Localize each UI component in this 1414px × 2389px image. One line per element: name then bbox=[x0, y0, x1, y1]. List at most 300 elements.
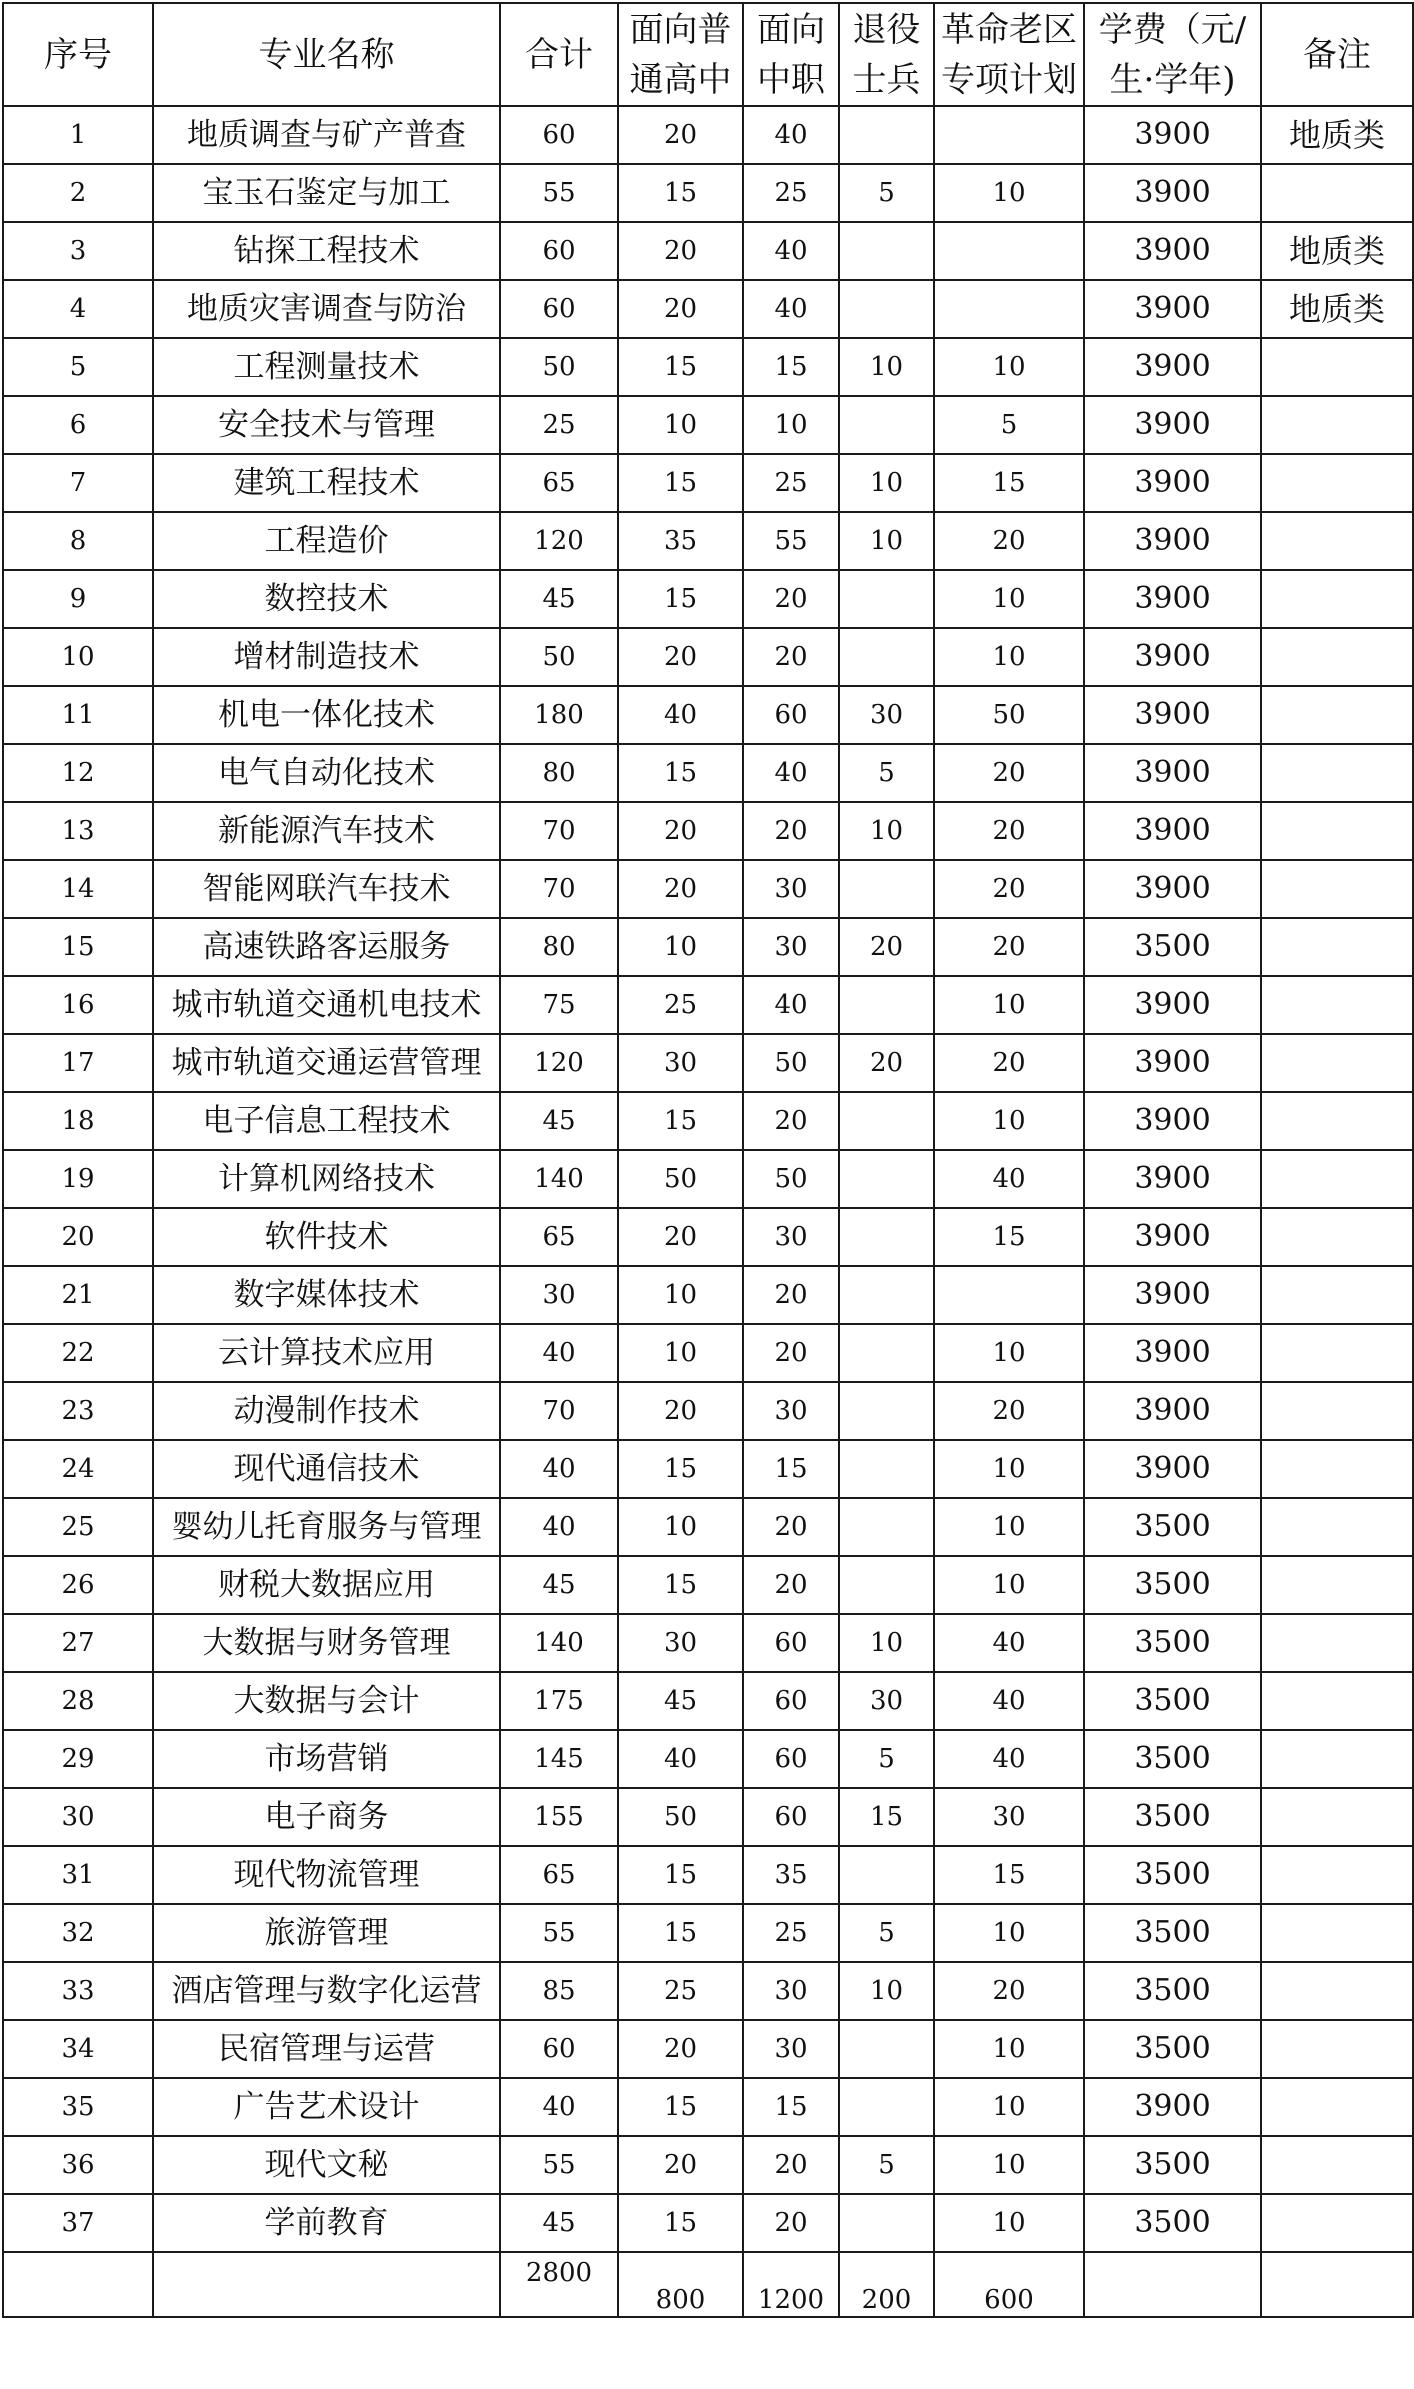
header-general-line2: 通高中 bbox=[629, 59, 732, 100]
cell-seq: 16 bbox=[3, 976, 153, 1034]
cell-oldarea: 10 bbox=[934, 976, 1084, 1034]
header-total: 合计 bbox=[500, 3, 618, 106]
cell-note bbox=[1261, 1382, 1413, 1440]
cell-veteran bbox=[839, 1266, 934, 1324]
cell-seq: 37 bbox=[3, 2194, 153, 2252]
cell-vocational: 20 bbox=[743, 570, 839, 628]
cell-oldarea: 10 bbox=[934, 338, 1084, 396]
table-row bbox=[3, 1788, 1413, 1846]
cell-veteran bbox=[839, 628, 934, 686]
cell-seq: 30 bbox=[3, 1788, 153, 1846]
cell-total: 80 bbox=[500, 744, 618, 802]
cell-general: 50 bbox=[618, 1150, 743, 1208]
total-cell-vocational: 1200 bbox=[743, 2252, 839, 2317]
cell-oldarea: 20 bbox=[934, 1034, 1084, 1092]
header-fee-line1: 学费（元/ bbox=[1098, 9, 1247, 50]
cell-fee: 3500 bbox=[1084, 1788, 1261, 1846]
header-veteran-line1: 退役 bbox=[852, 9, 921, 50]
cell-note bbox=[1261, 454, 1413, 512]
cell-name: 大数据与会计 bbox=[153, 1672, 500, 1730]
cell-general: 20 bbox=[618, 106, 743, 164]
cell-oldarea: 10 bbox=[934, 570, 1084, 628]
cell-general: 10 bbox=[618, 396, 743, 454]
cell-general: 10 bbox=[618, 1266, 743, 1324]
cell-oldarea: 15 bbox=[934, 1846, 1084, 1904]
table-row bbox=[3, 1092, 1413, 1150]
cell-total: 40 bbox=[500, 1498, 618, 1556]
cell-total: 120 bbox=[500, 1034, 618, 1092]
cell-note: 地质类 bbox=[1261, 280, 1413, 338]
cell-vocational: 60 bbox=[743, 1730, 839, 1788]
cell-vocational: 40 bbox=[743, 222, 839, 280]
table-row bbox=[3, 1266, 1413, 1324]
cell-general: 10 bbox=[618, 1498, 743, 1556]
cell-note bbox=[1261, 860, 1413, 918]
cell-oldarea bbox=[934, 106, 1084, 164]
cell-veteran bbox=[839, 2020, 934, 2078]
cell-name: 安全技术与管理 bbox=[153, 396, 500, 454]
cell-fee: 3900 bbox=[1084, 744, 1261, 802]
cell-general: 20 bbox=[618, 280, 743, 338]
cell-veteran bbox=[839, 860, 934, 918]
cell-seq: 22 bbox=[3, 1324, 153, 1382]
total-cell-seq bbox=[3, 2252, 153, 2317]
cell-seq: 23 bbox=[3, 1382, 153, 1440]
cell-note bbox=[1261, 570, 1413, 628]
cell-general: 50 bbox=[618, 1788, 743, 1846]
cell-name: 动漫制作技术 bbox=[153, 1382, 500, 1440]
cell-fee: 3900 bbox=[1084, 976, 1261, 1034]
cell-total: 45 bbox=[500, 1092, 618, 1150]
table-row bbox=[3, 2020, 1413, 2078]
cell-name: 数字媒体技术 bbox=[153, 1266, 500, 1324]
cell-vocational: 20 bbox=[743, 1498, 839, 1556]
cell-seq: 21 bbox=[3, 1266, 153, 1324]
cell-total: 65 bbox=[500, 1846, 618, 1904]
cell-general: 40 bbox=[618, 686, 743, 744]
cell-note bbox=[1261, 1556, 1413, 1614]
cell-seq: 26 bbox=[3, 1556, 153, 1614]
cell-total: 45 bbox=[500, 570, 618, 628]
cell-fee: 3900 bbox=[1084, 396, 1261, 454]
cell-name: 婴幼儿托育服务与管理 bbox=[153, 1498, 500, 1556]
cell-general: 35 bbox=[618, 512, 743, 570]
header-oldarea bbox=[934, 3, 1084, 106]
cell-seq: 25 bbox=[3, 1498, 153, 1556]
cell-general: 25 bbox=[618, 1962, 743, 2020]
cell-vocational: 40 bbox=[743, 106, 839, 164]
cell-total: 45 bbox=[500, 1556, 618, 1614]
cell-note bbox=[1261, 2136, 1413, 2194]
cell-total: 85 bbox=[500, 1962, 618, 2020]
total-cell-name bbox=[153, 2252, 500, 2317]
cell-seq: 27 bbox=[3, 1614, 153, 1672]
cell-note bbox=[1261, 1672, 1413, 1730]
cell-vocational: 30 bbox=[743, 1208, 839, 1266]
cell-veteran bbox=[839, 280, 934, 338]
cell-note bbox=[1261, 918, 1413, 976]
cell-veteran bbox=[839, 1150, 934, 1208]
cell-fee: 3500 bbox=[1084, 1846, 1261, 1904]
cell-total: 70 bbox=[500, 1382, 618, 1440]
cell-veteran bbox=[839, 1092, 934, 1150]
cell-oldarea: 10 bbox=[934, 164, 1084, 222]
cell-veteran bbox=[839, 570, 934, 628]
cell-seq: 18 bbox=[3, 1092, 153, 1150]
cell-veteran: 20 bbox=[839, 918, 934, 976]
cell-veteran bbox=[839, 1498, 934, 1556]
cell-total: 55 bbox=[500, 164, 618, 222]
cell-note bbox=[1261, 628, 1413, 686]
cell-oldarea: 40 bbox=[934, 1730, 1084, 1788]
cell-fee: 3500 bbox=[1084, 2020, 1261, 2078]
cell-vocational: 15 bbox=[743, 338, 839, 396]
cell-note bbox=[1261, 1730, 1413, 1788]
cell-total: 65 bbox=[500, 1208, 618, 1266]
cell-fee: 3900 bbox=[1084, 1440, 1261, 1498]
cell-seq: 6 bbox=[3, 396, 153, 454]
cell-general: 20 bbox=[618, 860, 743, 918]
cell-vocational: 30 bbox=[743, 1382, 839, 1440]
cell-vocational: 30 bbox=[743, 2020, 839, 2078]
total-cell-general: 800 bbox=[618, 2252, 743, 2317]
cell-vocational: 35 bbox=[743, 1846, 839, 1904]
cell-veteran bbox=[839, 106, 934, 164]
cell-name: 钻探工程技术 bbox=[153, 222, 500, 280]
cell-note bbox=[1261, 2194, 1413, 2252]
cell-note bbox=[1261, 1324, 1413, 1382]
total-cell-fee bbox=[1084, 2252, 1261, 2317]
cell-veteran: 10 bbox=[839, 338, 934, 396]
cell-oldarea: 30 bbox=[934, 1788, 1084, 1846]
cell-note bbox=[1261, 1614, 1413, 1672]
table-row bbox=[3, 454, 1413, 512]
cell-vocational: 50 bbox=[743, 1034, 839, 1092]
cell-fee: 3500 bbox=[1084, 1904, 1261, 1962]
cell-vocational: 20 bbox=[743, 1556, 839, 1614]
cell-name: 高速铁路客运服务 bbox=[153, 918, 500, 976]
cell-vocational: 20 bbox=[743, 1324, 839, 1382]
cell-fee: 3500 bbox=[1084, 2194, 1261, 2252]
cell-seq: 4 bbox=[3, 280, 153, 338]
cell-note: 地质类 bbox=[1261, 222, 1413, 280]
cell-oldarea: 10 bbox=[934, 1556, 1084, 1614]
cell-general: 15 bbox=[618, 1846, 743, 1904]
cell-general: 45 bbox=[618, 1672, 743, 1730]
cell-veteran bbox=[839, 1556, 934, 1614]
header-vocational-line2: 中职 bbox=[757, 59, 825, 100]
cell-seq: 2 bbox=[3, 164, 153, 222]
cell-name: 城市轨道交通运营管理 bbox=[153, 1034, 500, 1092]
cell-fee: 3900 bbox=[1084, 1382, 1261, 1440]
cell-veteran: 30 bbox=[839, 1672, 934, 1730]
cell-vocational: 20 bbox=[743, 2136, 839, 2194]
cell-fee: 3900 bbox=[1084, 802, 1261, 860]
table-row bbox=[3, 2078, 1413, 2136]
cell-seq: 15 bbox=[3, 918, 153, 976]
table-row bbox=[3, 222, 1413, 280]
cell-oldarea: 20 bbox=[934, 1962, 1084, 2020]
cell-general: 15 bbox=[618, 1904, 743, 1962]
cell-seq: 20 bbox=[3, 1208, 153, 1266]
cell-oldarea: 50 bbox=[934, 686, 1084, 744]
cell-note bbox=[1261, 1440, 1413, 1498]
table-row bbox=[3, 164, 1413, 222]
cell-vocational: 40 bbox=[743, 976, 839, 1034]
cell-note bbox=[1261, 1092, 1413, 1150]
cell-total: 60 bbox=[500, 106, 618, 164]
cell-fee: 3500 bbox=[1084, 1614, 1261, 1672]
cell-vocational: 20 bbox=[743, 1092, 839, 1150]
cell-veteran bbox=[839, 1208, 934, 1266]
cell-total: 120 bbox=[500, 512, 618, 570]
cell-total: 60 bbox=[500, 2020, 618, 2078]
cell-vocational: 60 bbox=[743, 1614, 839, 1672]
cell-total: 55 bbox=[500, 2136, 618, 2194]
cell-oldarea: 20 bbox=[934, 744, 1084, 802]
total-cell-veteran: 200 bbox=[839, 2252, 934, 2317]
cell-name: 增材制造技术 bbox=[153, 628, 500, 686]
cell-total: 50 bbox=[500, 628, 618, 686]
cell-name: 软件技术 bbox=[153, 1208, 500, 1266]
table-row bbox=[3, 628, 1413, 686]
cell-name: 工程测量技术 bbox=[153, 338, 500, 396]
cell-seq: 29 bbox=[3, 1730, 153, 1788]
header-name: 专业名称 bbox=[153, 3, 500, 106]
cell-general: 20 bbox=[618, 1382, 743, 1440]
cell-oldarea: 10 bbox=[934, 2020, 1084, 2078]
table-row bbox=[3, 338, 1413, 396]
cell-veteran: 20 bbox=[839, 1034, 934, 1092]
cell-total: 180 bbox=[500, 686, 618, 744]
cell-general: 10 bbox=[618, 1324, 743, 1382]
cell-vocational: 20 bbox=[743, 1266, 839, 1324]
cell-veteran: 10 bbox=[839, 454, 934, 512]
cell-note bbox=[1261, 1266, 1413, 1324]
cell-veteran: 5 bbox=[839, 744, 934, 802]
enrollment-plan-table-container bbox=[2, 2, 1414, 2318]
table-row bbox=[3, 1324, 1413, 1382]
cell-veteran: 15 bbox=[839, 1788, 934, 1846]
cell-name: 学前教育 bbox=[153, 2194, 500, 2252]
table-row bbox=[3, 1556, 1413, 1614]
cell-general: 15 bbox=[618, 454, 743, 512]
table-row bbox=[3, 1672, 1413, 1730]
cell-vocational: 40 bbox=[743, 280, 839, 338]
cell-oldarea: 15 bbox=[934, 1208, 1084, 1266]
cell-name: 现代通信技术 bbox=[153, 1440, 500, 1498]
cell-veteran bbox=[839, 2194, 934, 2252]
cell-name: 机电一体化技术 bbox=[153, 686, 500, 744]
cell-name: 大数据与财务管理 bbox=[153, 1614, 500, 1672]
cell-seq: 13 bbox=[3, 802, 153, 860]
cell-note bbox=[1261, 1208, 1413, 1266]
cell-general: 30 bbox=[618, 1034, 743, 1092]
table-row bbox=[3, 106, 1413, 164]
cell-veteran: 10 bbox=[839, 1962, 934, 2020]
cell-total: 40 bbox=[500, 1440, 618, 1498]
cell-name: 数控技术 bbox=[153, 570, 500, 628]
cell-oldarea: 20 bbox=[934, 918, 1084, 976]
cell-general: 20 bbox=[618, 2136, 743, 2194]
cell-veteran bbox=[839, 222, 934, 280]
cell-oldarea: 10 bbox=[934, 1092, 1084, 1150]
cell-name: 云计算技术应用 bbox=[153, 1324, 500, 1382]
cell-seq: 1 bbox=[3, 106, 153, 164]
enrollment-plan-table bbox=[2, 2, 1414, 2318]
cell-fee: 3900 bbox=[1084, 454, 1261, 512]
cell-general: 15 bbox=[618, 338, 743, 396]
cell-note bbox=[1261, 1034, 1413, 1092]
table-row bbox=[3, 1846, 1413, 1904]
cell-oldarea: 10 bbox=[934, 2194, 1084, 2252]
cell-fee: 3900 bbox=[1084, 1266, 1261, 1324]
cell-name: 现代物流管理 bbox=[153, 1846, 500, 1904]
cell-name: 工程造价 bbox=[153, 512, 500, 570]
header-fee bbox=[1084, 3, 1261, 106]
table-row bbox=[3, 918, 1413, 976]
cell-seq: 24 bbox=[3, 1440, 153, 1498]
cell-vocational: 25 bbox=[743, 1904, 839, 1962]
cell-oldarea: 10 bbox=[934, 1498, 1084, 1556]
header-note: 备注 bbox=[1261, 3, 1413, 106]
cell-veteran bbox=[839, 1324, 934, 1382]
cell-fee: 3900 bbox=[1084, 1208, 1261, 1266]
cell-seq: 32 bbox=[3, 1904, 153, 1962]
cell-total: 40 bbox=[500, 1324, 618, 1382]
cell-fee: 3900 bbox=[1084, 1092, 1261, 1150]
cell-general: 15 bbox=[618, 1556, 743, 1614]
cell-general: 15 bbox=[618, 744, 743, 802]
table-body bbox=[3, 106, 1413, 2317]
table-row bbox=[3, 976, 1413, 1034]
cell-vocational: 10 bbox=[743, 396, 839, 454]
cell-seq: 36 bbox=[3, 2136, 153, 2194]
table-row bbox=[3, 802, 1413, 860]
cell-name: 市场营销 bbox=[153, 1730, 500, 1788]
cell-oldarea: 40 bbox=[934, 1150, 1084, 1208]
cell-general: 15 bbox=[618, 570, 743, 628]
cell-vocational: 60 bbox=[743, 1672, 839, 1730]
cell-oldarea: 20 bbox=[934, 1382, 1084, 1440]
table-row bbox=[3, 570, 1413, 628]
cell-total: 40 bbox=[500, 2078, 618, 2136]
cell-seq: 12 bbox=[3, 744, 153, 802]
cell-veteran: 5 bbox=[839, 1730, 934, 1788]
cell-note bbox=[1261, 1150, 1413, 1208]
header-seq: 序号 bbox=[3, 3, 153, 106]
header-row bbox=[3, 3, 1413, 106]
cell-note bbox=[1261, 2078, 1413, 2136]
header-general bbox=[618, 3, 743, 106]
cell-general: 20 bbox=[618, 802, 743, 860]
cell-note bbox=[1261, 976, 1413, 1034]
cell-fee: 3900 bbox=[1084, 686, 1261, 744]
cell-seq: 31 bbox=[3, 1846, 153, 1904]
cell-general: 20 bbox=[618, 2020, 743, 2078]
cell-general: 15 bbox=[618, 164, 743, 222]
cell-total: 140 bbox=[500, 1150, 618, 1208]
cell-total: 70 bbox=[500, 860, 618, 918]
cell-note bbox=[1261, 396, 1413, 454]
cell-fee: 3900 bbox=[1084, 338, 1261, 396]
cell-vocational: 30 bbox=[743, 918, 839, 976]
cell-note bbox=[1261, 1962, 1413, 2020]
cell-oldarea: 20 bbox=[934, 860, 1084, 918]
cell-fee: 3900 bbox=[1084, 2078, 1261, 2136]
cell-general: 15 bbox=[618, 2194, 743, 2252]
cell-oldarea bbox=[934, 280, 1084, 338]
cell-veteran bbox=[839, 2078, 934, 2136]
cell-seq: 34 bbox=[3, 2020, 153, 2078]
cell-fee: 3900 bbox=[1084, 1324, 1261, 1382]
cell-vocational: 20 bbox=[743, 2194, 839, 2252]
cell-veteran bbox=[839, 1440, 934, 1498]
header-fee-line2: 生·学年) bbox=[1109, 59, 1236, 100]
cell-name: 酒店管理与数字化运营 bbox=[153, 1962, 500, 2020]
cell-seq: 35 bbox=[3, 2078, 153, 2136]
header-general-line1: 面向普 bbox=[629, 9, 732, 50]
cell-veteran: 10 bbox=[839, 802, 934, 860]
cell-seq: 3 bbox=[3, 222, 153, 280]
cell-note bbox=[1261, 686, 1413, 744]
cell-fee: 3900 bbox=[1084, 512, 1261, 570]
header-veteran-line2: 士兵 bbox=[852, 59, 921, 100]
cell-note: 地质类 bbox=[1261, 106, 1413, 164]
cell-name: 民宿管理与运营 bbox=[153, 2020, 500, 2078]
header-vocational-line1: 面向 bbox=[757, 9, 825, 50]
cell-veteran: 10 bbox=[839, 512, 934, 570]
cell-fee: 3500 bbox=[1084, 1962, 1261, 2020]
cell-general: 20 bbox=[618, 1208, 743, 1266]
cell-vocational: 30 bbox=[743, 860, 839, 918]
cell-seq: 17 bbox=[3, 1034, 153, 1092]
cell-oldarea: 10 bbox=[934, 1904, 1084, 1962]
total-cell-note bbox=[1261, 2252, 1413, 2317]
cell-oldarea: 10 bbox=[934, 628, 1084, 686]
cell-name: 宝玉石鉴定与加工 bbox=[153, 164, 500, 222]
cell-name: 地质灾害调查与防治 bbox=[153, 280, 500, 338]
cell-oldarea: 10 bbox=[934, 2136, 1084, 2194]
cell-note bbox=[1261, 1788, 1413, 1846]
cell-total: 60 bbox=[500, 280, 618, 338]
cell-total: 70 bbox=[500, 802, 618, 860]
cell-veteran bbox=[839, 396, 934, 454]
cell-note bbox=[1261, 802, 1413, 860]
cell-seq: 5 bbox=[3, 338, 153, 396]
cell-total: 75 bbox=[500, 976, 618, 1034]
cell-general: 15 bbox=[618, 2078, 743, 2136]
table-row bbox=[3, 860, 1413, 918]
table-row bbox=[3, 512, 1413, 570]
cell-total: 25 bbox=[500, 396, 618, 454]
cell-name: 电子信息工程技术 bbox=[153, 1092, 500, 1150]
cell-total: 55 bbox=[500, 1904, 618, 1962]
table-row bbox=[3, 744, 1413, 802]
cell-seq: 9 bbox=[3, 570, 153, 628]
cell-name: 计算机网络技术 bbox=[153, 1150, 500, 1208]
cell-fee: 3900 bbox=[1084, 1034, 1261, 1092]
cell-veteran bbox=[839, 1846, 934, 1904]
cell-veteran: 30 bbox=[839, 686, 934, 744]
cell-oldarea: 5 bbox=[934, 396, 1084, 454]
cell-total: 80 bbox=[500, 918, 618, 976]
cell-note bbox=[1261, 2020, 1413, 2078]
cell-name: 智能网联汽车技术 bbox=[153, 860, 500, 918]
cell-fee: 3500 bbox=[1084, 918, 1261, 976]
cell-name: 新能源汽车技术 bbox=[153, 802, 500, 860]
cell-name: 城市轨道交通机电技术 bbox=[153, 976, 500, 1034]
